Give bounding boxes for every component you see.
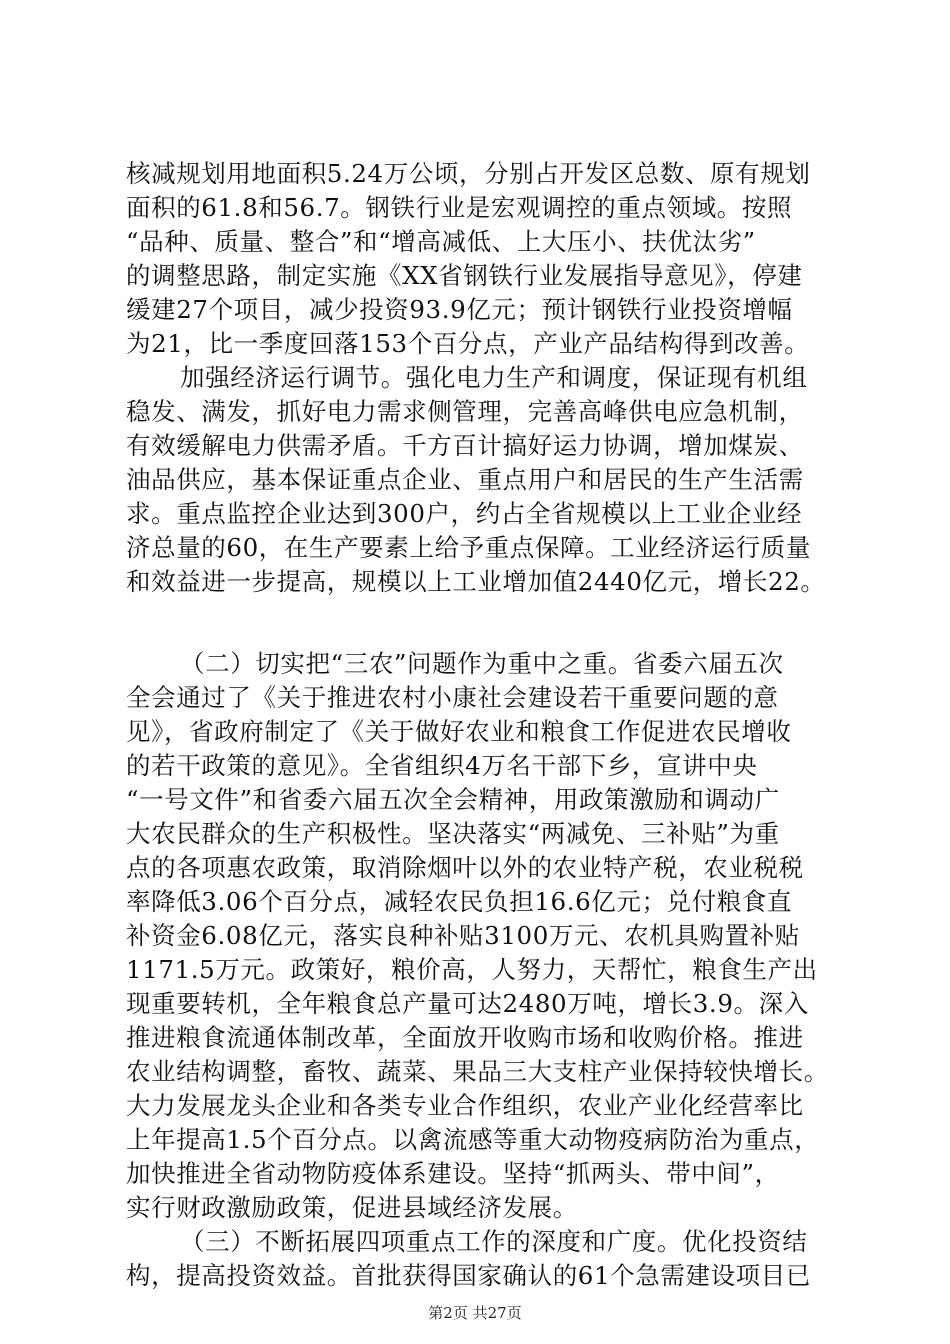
text-line: 点的各项惠农政策，取消除烟叶以外的农业特产税，农业税税 — [126, 853, 804, 882]
text-line: 大农民群众的生产积极性。坚决落实“两减免、三补贴”为重 — [126, 819, 780, 848]
text-line: 推进粮食流通体制改革，全面放开收购市场和收购价格。推进 — [126, 1023, 804, 1052]
page-footer: 第2页 共27页 — [428, 1304, 522, 1322]
text-line: 核减规划用地面积5.24万公顷，分别占开发区总数、原有规划 — [126, 159, 811, 188]
section-heading-line: （二）切实把“三农”问题作为重中之重。省委六届五次 — [180, 649, 784, 678]
text-line: 构，提高投资效益。首批获得国家确认的61个急需建设项目已 — [126, 1261, 811, 1290]
text-line: 大力发展龙头企业和各类专业合作组织，农业产业化经营率比 — [126, 1091, 804, 1120]
text-line: 全会通过了《关于推进农村小康社会建设若干重要问题的意 — [126, 683, 779, 712]
text-line: 见》，省政府制定了《关于做好农业和粮食工作促进农民增收 — [126, 717, 792, 746]
text-line: 现重要转机，全年粮食总产量可达2480万吨，增长3.9。深入 — [126, 989, 809, 1018]
text-line: 率降低3.06个百分点，减轻农民负担16.6亿元；兑付粮食直 — [126, 887, 793, 916]
paragraph-start-line: 加强经济运行调节。强化电力生产和调度，保证现有机组 — [180, 363, 808, 392]
text-line: “一号文件”和省委六届五次全会精神，用政策激励和调动广 — [126, 785, 780, 814]
text-line: 求。重点监控企业达到300户，约占全省规模以上工业企业经 — [126, 499, 803, 528]
text-line: 有效缓解电力供需矛盾。千方百计搞好运力协调，增加煤炭、 — [126, 431, 804, 460]
text-line: 补资金6.08亿元，落实良种补贴3100万元、农机具购置补贴 — [126, 921, 800, 950]
text-line: 油品供应，基本保证重点企业、重点用户和居民的生产生活需 — [126, 465, 804, 494]
text-line: 实行财政激励政策，促进县域经济发展。 — [126, 1193, 578, 1222]
text-line: “品种、质量、整合”和“增高减低、上大压小、扶优汰劣” — [126, 227, 756, 256]
text-line: 面积的61.8和56.7。钢铁行业是宏观调控的重点领域。按照 — [126, 193, 793, 222]
text-line: 农业结构调整，畜牧、蔬菜、果品三大支柱产业保持较快增长。 — [126, 1057, 829, 1086]
text-line: 为21，比一季度回落153个百分点，产业产品结构得到改善。 — [126, 329, 810, 358]
text-line: 加快推进全省动物防疫体系建设。坚持“抓两头、带中间”， — [126, 1159, 780, 1188]
text-line: 济总量的60，在生产要素上给予重点保障。工业经济运行质量 — [126, 533, 811, 562]
text-line: 上年提高1.5个百分点。以禽流感等重大动物疫病防治为重点， — [126, 1125, 820, 1154]
text-line: 和效益进一步提高，规模以上工业增加值2440亿元，增长22。 — [126, 567, 826, 596]
text-line: 1171.5万元。政策好，粮价高，人努力，天帮忙，粮食生产出 — [126, 955, 818, 984]
section-heading-line: （三）不断拓展四项重点工作的深度和广度。优化投资结 — [180, 1227, 808, 1256]
text-line: 缓建27个项目，减少投资93.9亿元；预计钢铁行业投资增幅 — [126, 295, 793, 324]
text-line: 稳发、满发，抓好电力需求侧管理，完善高峰供电应急机制， — [126, 397, 804, 426]
text-line: 的调整思路，制定实施《XX省钢铁行业发展指导意见》，停建 — [126, 261, 803, 290]
text-line: 的若干政策的意见》。全省组织4万名干部下乡，宣讲中央 — [126, 751, 758, 780]
